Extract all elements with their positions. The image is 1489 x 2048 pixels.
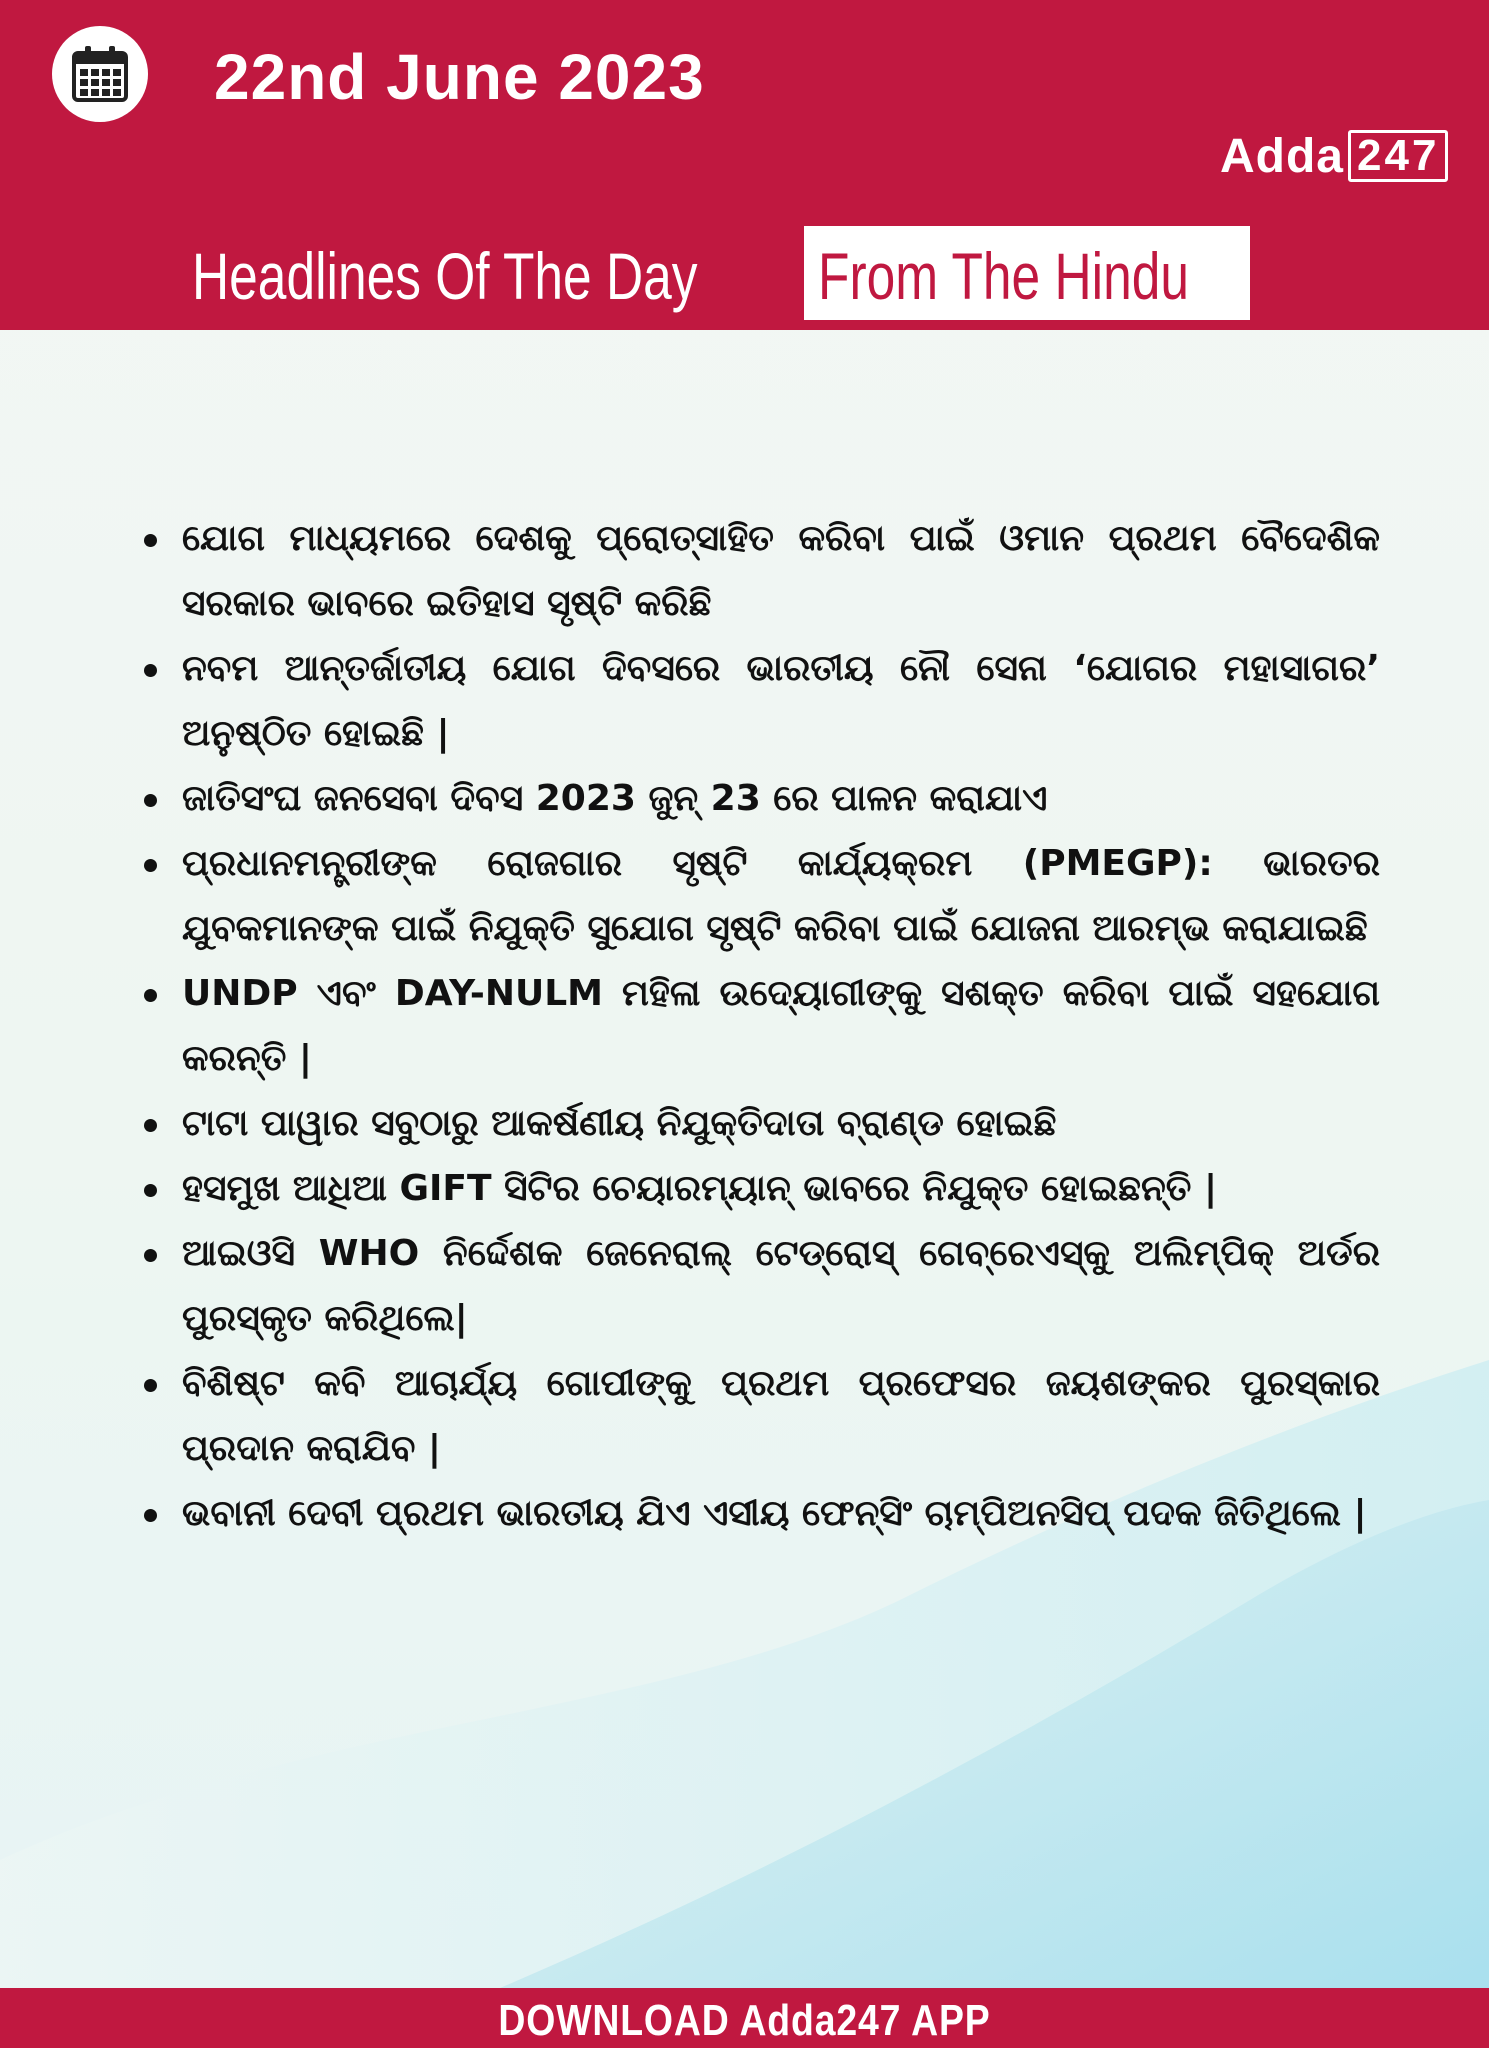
headlines-label: Headlines Of The Day — [192, 239, 698, 313]
list-item: ଆଇଓସି WHO ନିର୍ଦ୍ଦେଶକ ଜେନେରାଲ୍ ଟେଡ୍ରୋସ୍ ଗେବ୍ରେଏସ୍କୁ ଅଲିମ୍ପିକ୍ ଅର୍ଡର ପୁରସ୍କୃତ କରିଥିଲେ| — [140, 1221, 1380, 1351]
list-item: ଭବାନୀ ଦେବୀ ପ୍ରଥମ ଭାରତୀୟ ଯିଏ ଏସୀୟ ଫେନ୍ସିଂ ଚାମ୍ପିଅନସିପ୍ ପଦକ ଜିତିଥିଲେ | — [140, 1481, 1380, 1546]
calendar-badge — [52, 26, 148, 122]
list-item: ଯୋଗ ମାଧ୍ୟମରେ ଦେଶକୁ ପ୍ରୋତ୍ସାହିତ କରିବା ପାଇଁ ଓମାନ ପ୍ରଥମ ବୈଦେଶିକ ସରକାର ଭାବରେ ଇତିହାସ ସୃଷ୍ଟି କରିଛି — [140, 506, 1380, 636]
source-badge — [804, 226, 1250, 320]
list-item: ହସମୁଖ ଆଧିଆ GIFT ସିଟିର ଚେୟାରମ୍ୟାନ୍ ଭାବରେ ନିଯୁକ୍ତ ହୋଇଛନ୍ତି | — [140, 1156, 1380, 1221]
download-banner[interactable] — [0, 1988, 1489, 2048]
list-item: ଜାତିସଂଘ ଜନସେବା ଦିବସ 2023 ଜୁନ୍ 23 ରେ ପାଳନ କରାଯାଏ — [140, 766, 1380, 831]
adda247-logo[interactable] — [1220, 128, 1448, 184]
date-title: 22nd June 2023 — [214, 41, 705, 113]
logo-number: 247 — [1348, 130, 1448, 182]
header-banner — [0, 0, 1489, 330]
list-item: ବିଶିଷ୍ଟ କବି ଆଚାର୍ଯ୍ୟ ଗୋପୀଙ୍କୁ ପ୍ରଥମ ପ୍ରଫେସର ଜୟଶଙ୍କର ପୁରସ୍କାର ପ୍ରଦାନ କରାଯିବ | — [140, 1351, 1380, 1481]
list-item: ଟାଟା ପାୱାର ସବୁଠାରୁ ଆକର୍ଷଣୀୟ ନିଯୁକ୍ତିଦାତା ବ୍ରାଣ୍ଡ ହୋଇଛି — [140, 1091, 1380, 1156]
list-item: ପ୍ରଧାନମନ୍ତ୍ରୀଙ୍କ ରୋଜଗାର ସୃଷ୍ଟି କାର୍ଯ୍ୟକ୍ରମ (PMEGP): ଭାରତର ଯୁବକମାନଙ୍କ ପାଇଁ ନିଯୁକ୍ତି ସୁଯୋଗ ସୃଷ୍ଟି କରିବା ପାଇଁ ଯୋଜନା ଆରମ୍ଭ କରାଯାଇଛି — [140, 831, 1380, 961]
logo-wordmark: Adda — [1220, 129, 1344, 183]
calendar-icon — [70, 44, 130, 104]
headline-list — [140, 506, 1380, 1546]
download-app-link[interactable]: DOWNLOAD Adda247 APP — [498, 1996, 991, 2045]
source-label: From The Hindu — [818, 239, 1189, 313]
list-item: UNDP ଏବଂ DAY-NULM ମହିଳା ଉଦ୍ୟୋଗୀଙ୍କୁ ସଶକ୍ତ କରିବା ପାଇଁ ସହଯୋଗ କରନ୍ତି | — [140, 961, 1380, 1091]
list-item: ନବମ ଆନ୍ତର୍ଜାତୀୟ ଯୋଗ ଦିବସରେ ଭାରତୀୟ ନୌ ସେନା ‘ଯୋଗର ମହାସାଗର’ ଅନୁଷ୍ଠିତ ହୋଇଛି | — [140, 636, 1380, 766]
